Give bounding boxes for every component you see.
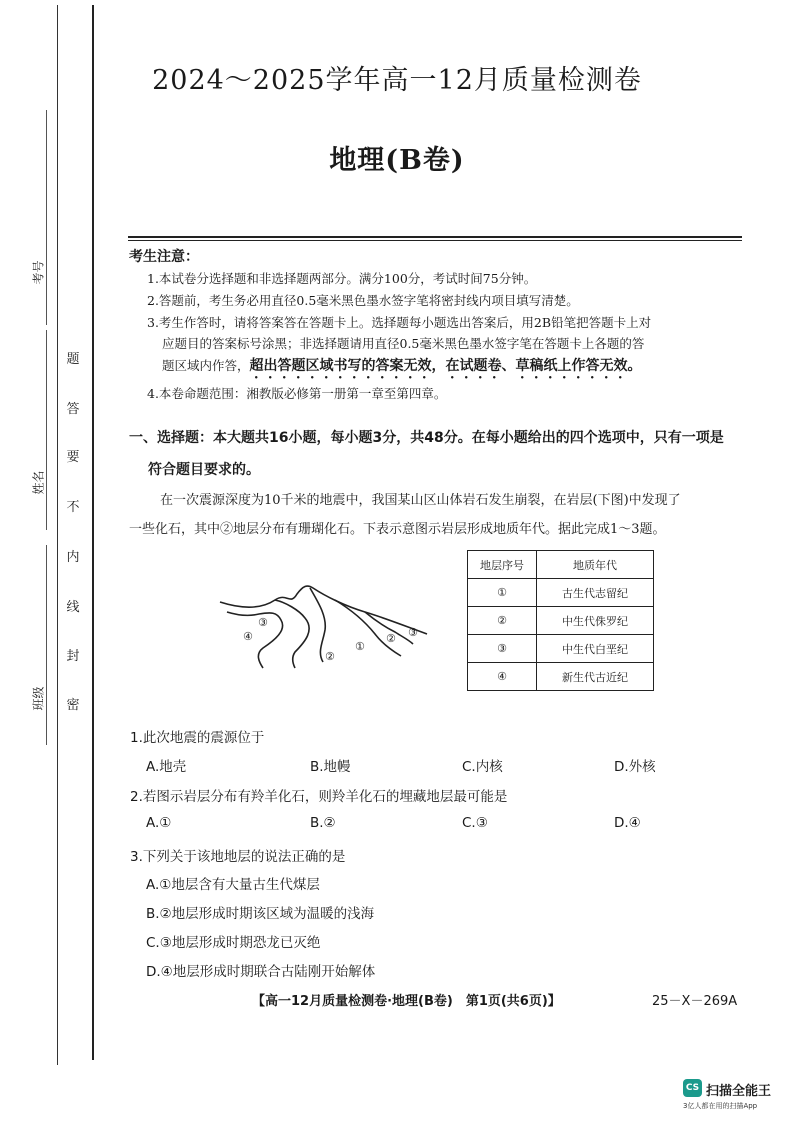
seal-char: 封 (66, 649, 80, 664)
seal-char: 内 (66, 550, 80, 565)
table-header-cell: 地层序号 (468, 551, 537, 579)
notice-item-warning (162, 355, 752, 382)
table-cell: 中生代侏罗纪 (537, 607, 654, 635)
question-option: D.④ (614, 815, 641, 831)
cs-logo-icon (683, 1079, 702, 1097)
question-option: C.内核 (462, 759, 503, 775)
diagram-surface-line (220, 586, 427, 634)
page-footer: 【高一12月质量检测卷·地理(B卷) 第1页(共6页)】 (252, 994, 561, 1009)
seal-char: 线 (66, 600, 80, 615)
question-stem: 3.下列关于该地地层的说法正确的是 (130, 849, 346, 865)
exam-code: 25－X－269A (652, 994, 738, 1009)
notice-item: 4.本卷命题范围：湘教版必修第一册第一章至第四章。 (147, 386, 447, 401)
table-row (468, 663, 654, 691)
strata-diagram (215, 582, 450, 672)
question-option: A.① (146, 815, 172, 831)
seal-char: 答 (66, 402, 80, 417)
diagram-label: ② (386, 632, 396, 645)
diagram-label: ③ (258, 616, 268, 629)
diagram-label: ③ (408, 626, 418, 639)
question-option: C.③地层形成时期恐龙已灭绝 (146, 935, 321, 951)
table-row (468, 607, 654, 635)
table-cell: 中生代白垩纪 (537, 635, 654, 663)
question-option: B.地幔 (310, 759, 351, 775)
name-label: 姓名 (31, 470, 46, 495)
notice-item-prefix: 题区域内作答， (162, 358, 250, 373)
page-title: 2024～2025学年高一12月质量检测卷 (152, 65, 642, 96)
geologic-age-table (467, 550, 654, 691)
class-line (46, 545, 47, 745)
question-option: D.④地层形成时期联合古陆刚开始解体 (146, 964, 376, 980)
table-cell: ② (468, 607, 537, 635)
header-rule-thin (128, 240, 742, 241)
diagram-layer-boundary (335, 600, 401, 656)
seal-char: 要 (66, 450, 80, 465)
diagram-layer-boundary (310, 588, 325, 662)
table-row (468, 579, 654, 607)
notice-item: 2.答题前，考生务必用直径0.5毫米黑色墨水签字笔将密封线内项目填写清楚。 (147, 293, 579, 308)
brand-tagline: 3亿人都在用的扫描App (683, 1102, 758, 1110)
brand-name: 扫描全能王 (706, 1084, 772, 1099)
cs-logo-text: CS (685, 1083, 700, 1093)
notice-item: 应题目的答案标号涂黑；非选择题请用直径0.5毫米黑色墨水签字笔在答题卡上各题的答 (162, 336, 645, 351)
header-rule-thick (128, 236, 742, 238)
notice-item: 3.考生作答时，请将答案答在答题卡上。选择题每小题选出答案后，用2B铅笔把答题卡上对 (147, 315, 652, 330)
notice-item: 1.本试卷分选择题和非选择题两部分。满分100分，考试时间75分钟。 (147, 271, 537, 286)
question-option: A.①地层含有大量古生代煤层 (146, 877, 320, 893)
seal-char: 密 (66, 698, 80, 713)
class-label: 班级 (31, 686, 46, 711)
table-cell: ④ (468, 663, 537, 691)
notice-warning-emphasis: 超出答题区域书写的答案无效，在试题卷、草稿纸上作答无效。 (249, 358, 642, 374)
section-heading-line1: 一、选择题：本大题共16小题，每小题3分，共48分。在每小题给出的四个选项中，只有一项是 (129, 430, 724, 446)
seal-char: 不 (66, 500, 80, 515)
notice-heading: 考生注意： (129, 249, 199, 265)
section-heading-line2: 符合题目要求的。 (148, 462, 260, 478)
question-option: B.②地层形成时期该区域为温暖的浅海 (146, 906, 375, 922)
diagram-layer-boundary (227, 612, 283, 668)
table-cell: 古生代志留纪 (537, 579, 654, 607)
diagram-label: ④ (243, 630, 253, 643)
table-header-cell: 地质年代 (537, 551, 654, 579)
exam-no-label: 考号 (31, 260, 46, 285)
seal-char: 题 (66, 352, 80, 367)
diagram-label: ② (325, 650, 335, 663)
question-option: D.外核 (614, 759, 656, 775)
table-cell: ① (468, 579, 537, 607)
question-option: C.③ (462, 815, 488, 831)
table-row (468, 635, 654, 663)
question-stem: 2.若图示岩层分布有羚羊化石，则羚羊化石的埋藏地层最可能是 (130, 789, 508, 805)
passage-line2: 一些化石，其中②地层分布有珊瑚化石。下表示意图示岩层形成地质年代。据此完成1～3题。 (129, 522, 666, 537)
table-cell: ③ (468, 635, 537, 663)
question-option: B.② (310, 815, 336, 831)
question-option: A.地壳 (146, 759, 187, 775)
table-header-row (468, 551, 654, 579)
page-subtitle: 地理(B卷) (329, 145, 465, 176)
name-line (46, 330, 47, 530)
question-stem: 1.此次地震的震源位于 (130, 730, 265, 746)
table-cell: 新生代古近纪 (537, 663, 654, 691)
diagram-label: ① (355, 640, 365, 653)
passage-line1: 在一次震源深度为10千米的地震中，我国某山区山体岩石发生崩裂，在岩层(下图)中发现了 (160, 493, 681, 508)
